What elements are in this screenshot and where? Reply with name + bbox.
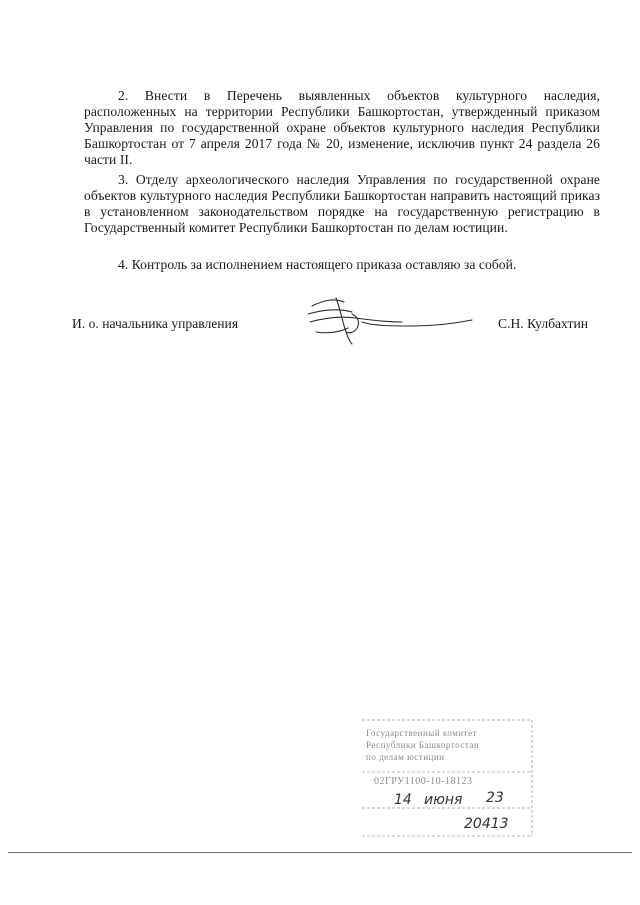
- stamp-org-line-3: по делам юстиции: [366, 752, 445, 762]
- paragraph-4: 4. Контроль за исполнением настоящего приказа оставляю за собой.: [118, 256, 517, 272]
- registration-stamp: [352, 716, 542, 842]
- handwritten-signature: [300, 292, 480, 348]
- stamp-date-day: 14: [394, 792, 412, 808]
- signatory-title: И. о. начальника управления: [72, 316, 239, 331]
- stamp-org-line-1: Государственный комитет: [366, 728, 478, 738]
- paragraph-3: 3. Отделу археологического наследия Управления по государственной охране объектов культурного наследия Республики Башкортостан направить настоящий приказ в установленном законодательством порядке на государственную регистрацию в Государственный комитет Республики Башкортостан по делам юстиции.: [84, 171, 600, 236]
- page-bottom-divider: [8, 852, 632, 853]
- paragraph-2: 2. Внести в Перечень выявленных объектов культурного наследия, расположенных на территории Республики Башкортостан, утвержденный приказом Управления по государственной охране объектов культурного наследия Республики Башкортостан от 7 апреля 2017 года № 20, изменение, исключив пункт 24 раздела 26 части II.: [84, 87, 600, 168]
- signatory-name: С.Н. Кулбахтин: [498, 316, 589, 331]
- stamp-date-month: июня: [424, 792, 463, 808]
- stamp-reg-number: 02ГРУ1100-10-18123: [374, 776, 473, 787]
- stamp-date-year: 23: [486, 790, 504, 806]
- stamp-number: 20413: [464, 816, 509, 832]
- stamp-org-line-2: Республики Башкортостан: [366, 740, 480, 750]
